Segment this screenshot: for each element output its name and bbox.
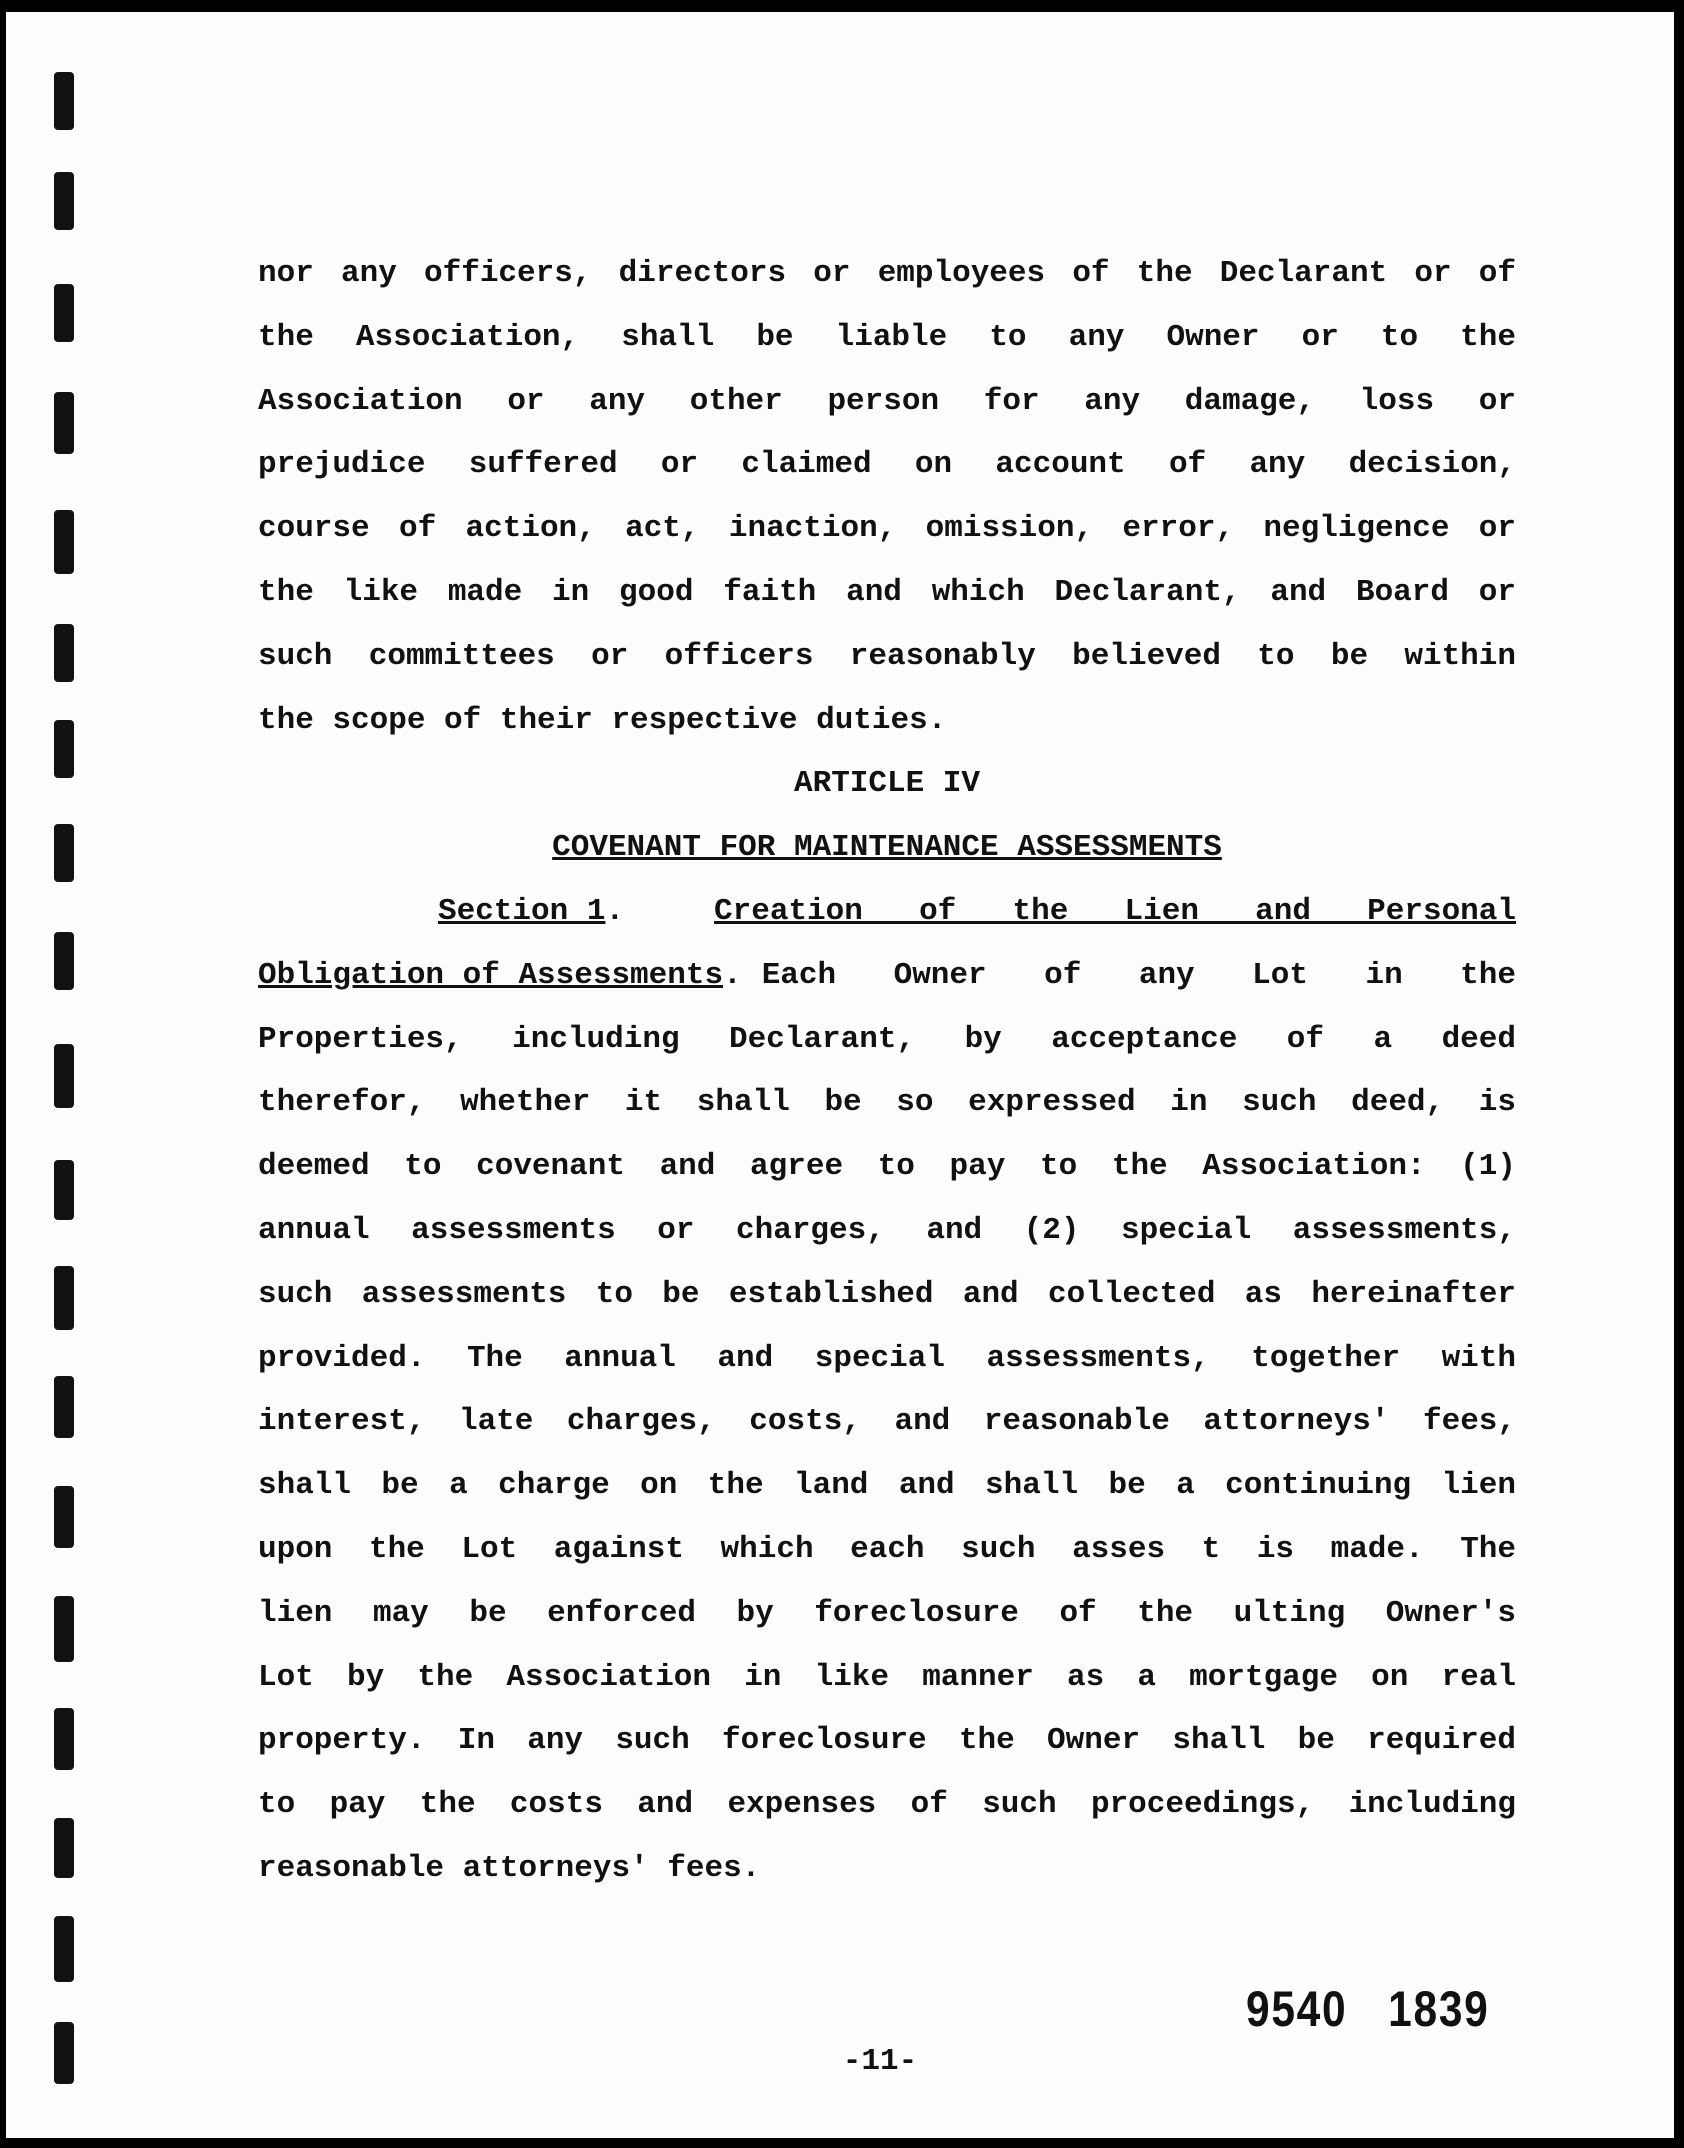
section-label: Section 1 [438,893,606,929]
paragraph-line: the Association, shall be liable to any Owner or to the [258,319,1516,355]
section-line: therefor, whether it shall be so expressed in such deed, is [258,1085,1516,1121]
section-line: annual assessments or charges, and (2) special assessments, [258,1212,1516,1248]
section-line: property. In any such foreclosure the Owner shall be required [258,1723,1516,1759]
section-line: upon the Lot against which each such asses t is made. The [258,1531,1516,1567]
section-line: deemed to covenant and agree to pay to the Association: (1) [258,1149,1516,1185]
section-title-line: Obligation of Assessments . Each Owner of any Lot in the [258,944,1516,1008]
paragraph-line: Association or any other person for any damage, loss or [258,383,1516,419]
document-page [6,12,1674,2138]
section-line: provided. The annual and special assessments, together with [258,1340,1516,1376]
section-line: interest, late charges, costs, and reasonable attorneys' fees, [258,1404,1516,1440]
paragraph-line: the like made in good faith and which Declarant, and Board or [258,574,1516,610]
section-paragraph [258,1008,1516,1901]
paragraph-line: prejudice suffered or claimed on account of any decision, [258,447,1516,483]
section-line: Properties, including Declarant, by acceptance of a deed [258,1021,1516,1057]
page-number: -11- [842,2044,918,2079]
article-title-text: COVENANT FOR MAINTENANCE ASSESSMENTS [552,830,1222,866]
paragraph-line: nor any officers, directors or employees of the Declarant or of [258,256,1516,291]
paragraph-line: such committees or officers reasonably believed to be within [258,638,1516,674]
section-line: to pay the costs and expenses of such proceedings, including [258,1787,1516,1823]
section-first-line-text: Each Owner of any Lot in the [761,957,1516,993]
article-heading: ARTICLE IV [793,766,981,802]
section-title-part1: Creation of the Lien and Personal [714,893,1516,929]
article-title [258,816,1516,880]
document-number-right: 1839 [1388,1981,1490,2037]
section-line: lien may be enforced by foreclosure of the ulting Owner's [258,1595,1516,1631]
paragraph-line: the scope of their respective duties. [258,702,947,738]
document-number-left: 9540 [1246,1981,1348,2037]
opening-paragraph [258,242,1516,752]
document-number [1246,1980,1489,2038]
section-title-part2: Obligation of Assessments [258,957,724,993]
section-heading-line: Section 1 . Creation of the Lien and Personal [258,880,1516,944]
binding-holes [54,12,94,2138]
section-line: reasonable attorneys' fees. [258,1850,761,1886]
paragraph-line: course of action, act, inaction, omission, error, negligence or [258,511,1516,547]
section-line: shall be a charge on the land and shall be a continuing lien [258,1468,1516,1504]
section-line: such assessments to be established and collected as hereinafter [258,1276,1516,1312]
document-body [258,242,1516,1901]
section-line: Lot by the Association in like manner as a mortgage on real [258,1659,1516,1695]
